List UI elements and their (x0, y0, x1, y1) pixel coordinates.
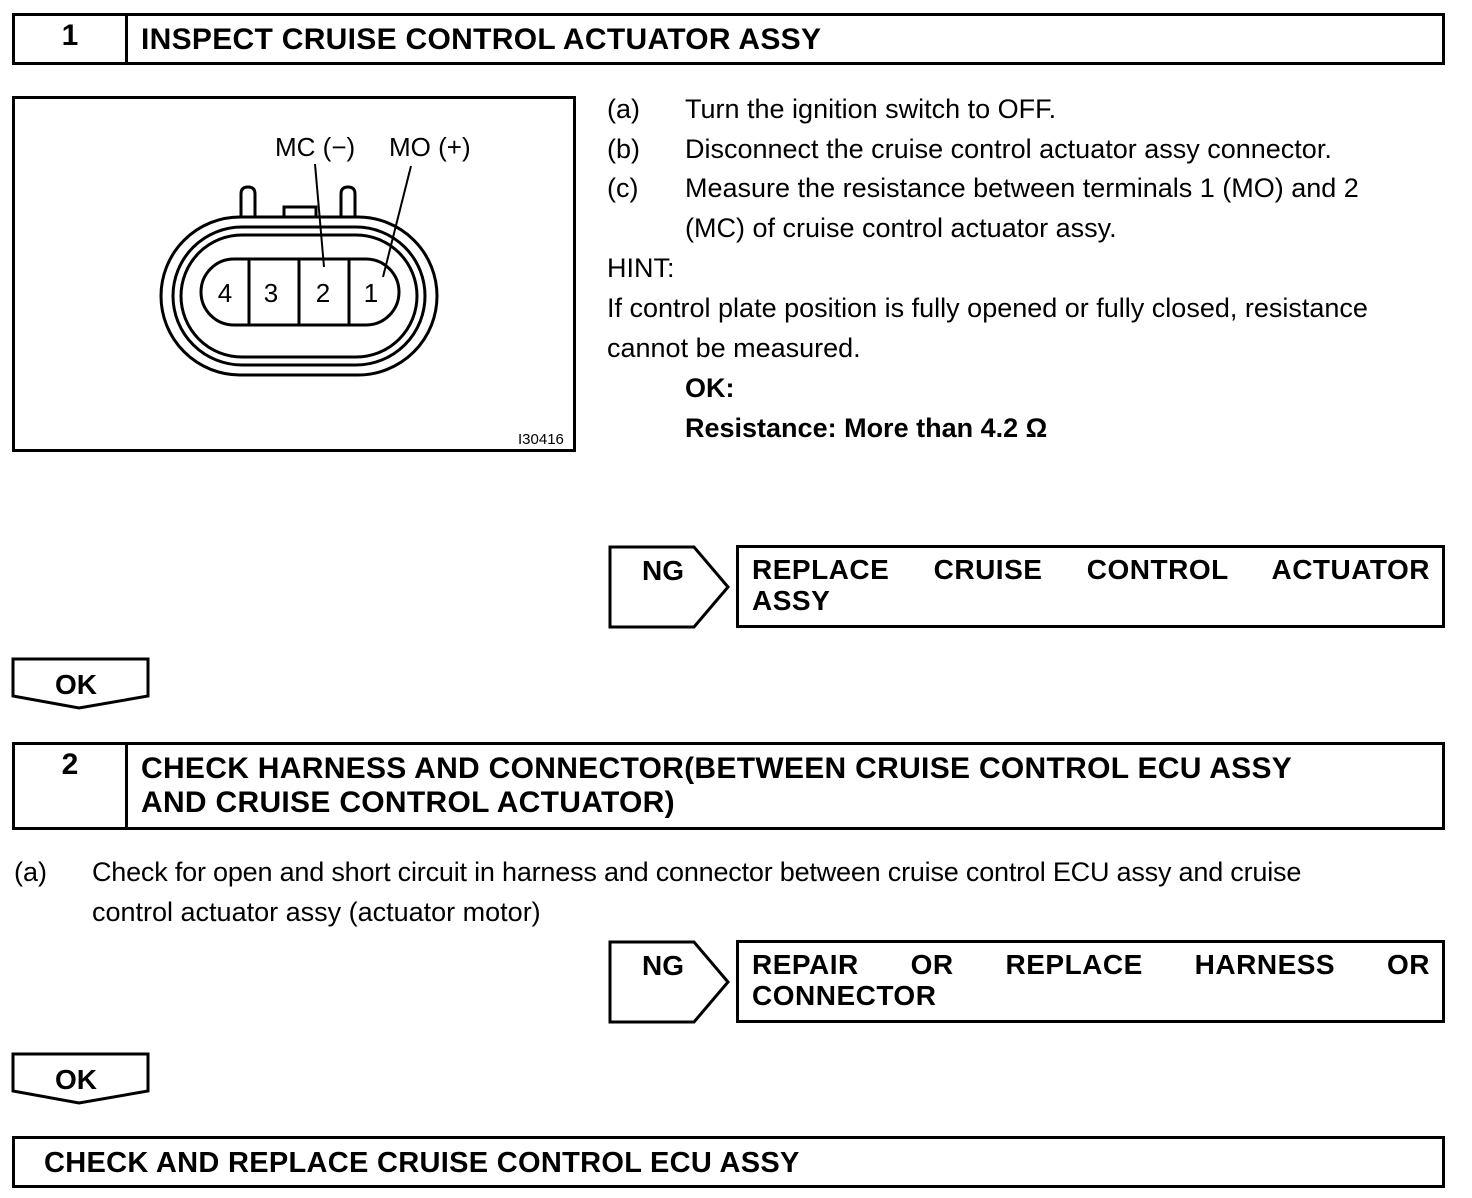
step-title-line1: CHECK HARNESS AND CONNECTOR(BETWEEN CRUISE CONTROL ECU ASSY (141, 752, 1293, 785)
instruction-b-text: Disconnect the cruise control actuator assy connector. (685, 134, 1332, 164)
ng-result-line2: CONNECTOR (752, 980, 937, 1011)
step-title-line2: AND CRUISE CONTROL ACTUATOR) (141, 786, 675, 819)
hint-text-line1: If control plate position is fully opened or fully closed, resistance (607, 293, 1368, 323)
ng-arrow-1 (608, 545, 734, 631)
ng-result-line2: ASSY (752, 585, 831, 616)
connector-diagram (15, 99, 573, 449)
ng-result-box-2 (736, 940, 1445, 1023)
instruction-c (607, 168, 638, 208)
hint-text-line2: cannot be measured. (607, 333, 861, 363)
final-action-box (12, 1136, 1445, 1188)
ok-arrow-1 (11, 657, 151, 711)
connector-figure (12, 96, 576, 452)
ok-arrow-2 (11, 1052, 151, 1106)
step-number: 2 (15, 745, 128, 827)
hint-label: HINT: (607, 253, 675, 283)
step-1-header (12, 13, 1445, 65)
final-action-title: CHECK AND REPLACE CRUISE CONTROL ECU ASSY (44, 1147, 800, 1179)
step2-instruction-line1: Check for open and short circuit in harness and connector between cruise control ECU assy and cruise (92, 857, 1302, 887)
ng-label: NG (642, 950, 684, 981)
pin-3-label: 3 (263, 278, 279, 308)
step2-instruction-line2: control actuator assy (actuator motor) (92, 897, 541, 927)
resistance-spec: Resistance: More than 4.2 Ω (685, 413, 1048, 443)
mo-terminal-label: MO (+) (389, 132, 471, 162)
ng-arrow-2 (608, 940, 734, 1026)
pin-4-label: 4 (217, 278, 233, 308)
instruction-marker: (b) (607, 134, 640, 164)
ok-label: OK (55, 1064, 97, 1095)
figure-id: I30416 (518, 431, 564, 448)
instruction-b (607, 129, 640, 169)
step-title: INSPECT CRUISE CONTROL ACTUATOR ASSY (141, 23, 822, 56)
instruction-marker: (a) (607, 94, 640, 124)
ok-label: OK (55, 669, 97, 700)
mc-terminal-label: MC (−) (275, 132, 356, 162)
instruction-c-text: Measure the resistance between terminals 1 (MO) and 2 (685, 173, 1359, 203)
ng-result-line1: REPLACE CRUISE CONTROL ACTUATOR (752, 554, 1430, 585)
instruction-a-text: Turn the ignition switch to OFF. (685, 94, 1057, 124)
ok-spec-label: OK: (685, 373, 735, 403)
ng-label: NG (642, 555, 684, 586)
pin-1-label: 1 (363, 278, 379, 308)
ng-result-box-1 (736, 545, 1445, 628)
step2-instruction-marker: (a) (14, 857, 47, 887)
step-2-header (12, 742, 1445, 830)
instruction-a (607, 89, 640, 129)
pin-2-label: 2 (315, 278, 331, 308)
step-number: 1 (15, 16, 128, 62)
instruction-marker: (c) (607, 173, 639, 203)
ng-result-line1: REPAIR OR REPLACE HARNESS OR (752, 949, 1430, 980)
instruction-c-text-cont: (MC) of cruise control actuator assy. (685, 213, 1117, 243)
